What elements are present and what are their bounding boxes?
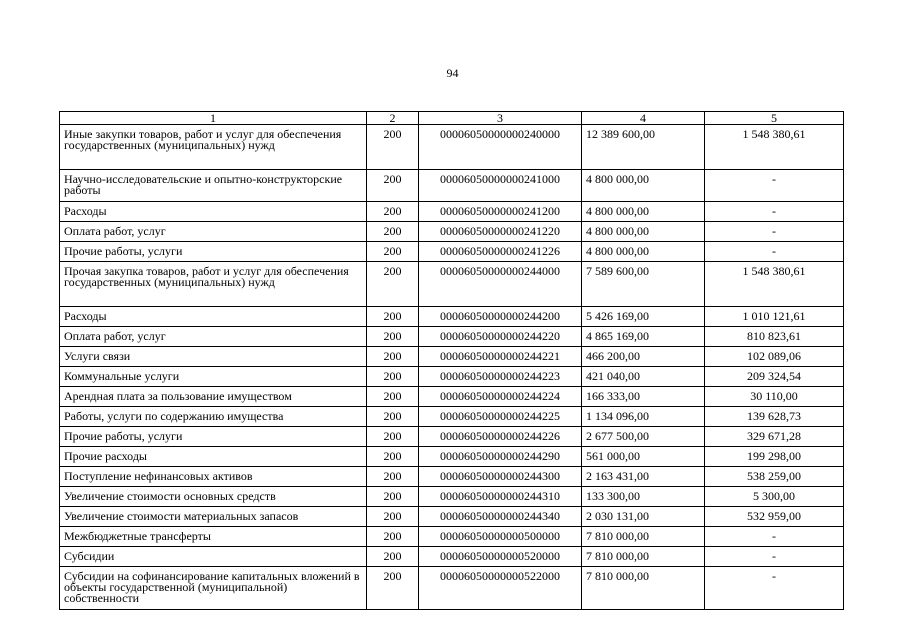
row-planned-amount: 4 865 169,00 bbox=[586, 329, 649, 343]
row-line-code: 200 bbox=[383, 204, 402, 218]
row-line-code: 200 bbox=[383, 369, 402, 383]
row-budget-code: 00006050000000244224 bbox=[440, 389, 560, 403]
row-budget-code: 00006050000000244225 bbox=[440, 409, 560, 423]
table-row bbox=[60, 367, 844, 387]
row-planned-amount: 7 810 000,00 bbox=[586, 549, 649, 563]
row-executed-amount: 102 089,06 bbox=[747, 349, 801, 363]
row-executed-amount: 532 959,00 bbox=[747, 509, 801, 523]
row-name: Прочая закупка товаров, работ и услуг для обеспечения государственных (муниципальных) нужд bbox=[64, 264, 349, 289]
row-name: Прочие работы, услуги bbox=[64, 429, 183, 443]
row-name: Арендная плата за пользование имуществом bbox=[64, 389, 292, 403]
row-planned-amount: 5 426 169,00 bbox=[586, 309, 649, 323]
row-name: Услуги связи bbox=[64, 349, 131, 363]
row-budget-code: 00006050000000244220 bbox=[440, 329, 560, 343]
budget-execution-table bbox=[59, 111, 844, 610]
row-line-code: 200 bbox=[383, 429, 402, 443]
row-planned-amount: 12 389 600,00 bbox=[586, 127, 655, 141]
row-planned-amount: 2 163 431,00 bbox=[586, 469, 649, 483]
row-line-code: 200 bbox=[383, 509, 402, 523]
row-planned-amount: 2 030 131,00 bbox=[586, 509, 649, 523]
row-budget-code: 00006050000000244200 bbox=[440, 309, 560, 323]
row-executed-amount: 538 259,00 bbox=[747, 469, 801, 483]
row-budget-code: 00006050000000244226 bbox=[440, 429, 560, 443]
row-line-code: 200 bbox=[383, 244, 402, 258]
header-col-2: 2 bbox=[367, 112, 419, 125]
table-row bbox=[60, 407, 844, 427]
row-planned-amount: 421 040,00 bbox=[586, 369, 640, 383]
row-planned-amount: 1 134 096,00 bbox=[586, 409, 649, 423]
row-name: Работы, услуги по содержанию имущества bbox=[64, 409, 284, 423]
row-budget-code: 00006050000000244223 bbox=[440, 369, 560, 383]
row-planned-amount: 4 800 000,00 bbox=[586, 244, 649, 258]
row-budget-code: 00006050000000520000 bbox=[440, 549, 560, 563]
row-budget-code: 00006050000000244290 bbox=[440, 449, 560, 463]
table-row bbox=[60, 262, 844, 307]
row-name: Увеличение стоимости основных средств bbox=[64, 489, 276, 503]
table-row bbox=[60, 487, 844, 507]
row-budget-code: 00006050000000241000 bbox=[440, 172, 560, 186]
row-executed-amount: - bbox=[772, 549, 776, 563]
row-executed-amount: - bbox=[772, 529, 776, 543]
table-row bbox=[60, 170, 844, 202]
row-budget-code: 00006050000000244000 bbox=[440, 264, 560, 278]
row-executed-amount: 1 548 380,61 bbox=[742, 127, 806, 141]
row-line-code: 200 bbox=[383, 172, 402, 186]
row-line-code: 200 bbox=[383, 529, 402, 543]
table-row bbox=[60, 242, 844, 262]
row-budget-code: 00006050000000240000 bbox=[440, 127, 560, 141]
row-line-code: 200 bbox=[383, 569, 402, 583]
row-budget-code: 00006050000000244340 bbox=[440, 509, 560, 523]
header-col-5: 5 bbox=[705, 112, 844, 125]
row-budget-code: 00006050000000241226 bbox=[440, 244, 560, 258]
row-name: Расходы bbox=[64, 309, 107, 323]
row-line-code: 200 bbox=[383, 409, 402, 423]
row-executed-amount: - bbox=[772, 569, 776, 583]
table-row bbox=[60, 125, 844, 170]
row-executed-amount: - bbox=[772, 204, 776, 218]
row-planned-amount: 2 677 500,00 bbox=[586, 429, 649, 443]
table-row bbox=[60, 427, 844, 447]
row-budget-code: 00006050000000244221 bbox=[440, 349, 560, 363]
row-executed-amount: 1 548 380,61 bbox=[742, 264, 806, 278]
table-row bbox=[60, 527, 844, 547]
row-name: Прочие работы, услуги bbox=[64, 244, 183, 258]
row-name: Увеличение стоимости материальных запасов bbox=[64, 509, 299, 523]
row-line-code: 200 bbox=[383, 449, 402, 463]
table-row bbox=[60, 327, 844, 347]
table-header-row bbox=[60, 112, 844, 125]
row-planned-amount: 7 810 000,00 bbox=[586, 569, 649, 583]
table-row bbox=[60, 467, 844, 487]
page-number: 94 bbox=[446, 66, 459, 80]
table-row bbox=[60, 567, 844, 610]
row-name: Иные закупки товаров, работ и услуг для обеспечения государственных (муниципальных) нужд bbox=[64, 127, 342, 152]
row-planned-amount: 7 589 600,00 bbox=[586, 264, 649, 278]
row-budget-code: 00006050000000241200 bbox=[440, 204, 560, 218]
row-executed-amount: 1 010 121,61 bbox=[742, 309, 806, 323]
row-executed-amount: 139 628,73 bbox=[747, 409, 801, 423]
row-name: Коммунальные услуги bbox=[64, 369, 180, 383]
row-name: Поступление нефинансовых активов bbox=[64, 469, 253, 483]
row-line-code: 200 bbox=[383, 224, 402, 238]
row-line-code: 200 bbox=[383, 264, 402, 278]
row-budget-code: 00006050000000522000 bbox=[440, 569, 560, 583]
table-row bbox=[60, 507, 844, 527]
row-executed-amount: 209 324,54 bbox=[747, 369, 801, 383]
table-row bbox=[60, 202, 844, 222]
row-executed-amount: - bbox=[772, 224, 776, 238]
row-name: Расходы bbox=[64, 204, 107, 218]
row-line-code: 200 bbox=[383, 549, 402, 563]
row-line-code: 200 bbox=[383, 309, 402, 323]
row-planned-amount: 4 800 000,00 bbox=[586, 204, 649, 218]
row-executed-amount: 199 298,00 bbox=[747, 449, 801, 463]
row-name: Оплата работ, услуг bbox=[64, 329, 166, 343]
row-name: Субсидии bbox=[64, 549, 115, 563]
row-line-code: 200 bbox=[383, 127, 402, 141]
row-budget-code: 00006050000000244310 bbox=[440, 489, 560, 503]
row-executed-amount: - bbox=[772, 244, 776, 258]
row-executed-amount: 30 110,00 bbox=[750, 389, 798, 403]
row-line-code: 200 bbox=[383, 489, 402, 503]
row-executed-amount: - bbox=[772, 172, 776, 186]
table-row bbox=[60, 387, 844, 407]
row-budget-code: 00006050000000500000 bbox=[440, 529, 560, 543]
row-planned-amount: 4 800 000,00 bbox=[586, 172, 649, 186]
row-name: Межбюджетные трансферты bbox=[64, 529, 211, 543]
row-executed-amount: 810 823,61 bbox=[747, 329, 801, 343]
row-planned-amount: 133 300,00 bbox=[586, 489, 640, 503]
table-row bbox=[60, 447, 844, 467]
table-row bbox=[60, 347, 844, 367]
row-executed-amount: 329 671,28 bbox=[747, 429, 801, 443]
header-col-3: 3 bbox=[419, 112, 582, 125]
row-planned-amount: 466 200,00 bbox=[586, 349, 640, 363]
row-name: Оплата работ, услуг bbox=[64, 224, 166, 238]
row-planned-amount: 7 810 000,00 bbox=[586, 529, 649, 543]
table-row bbox=[60, 222, 844, 242]
row-line-code: 200 bbox=[383, 389, 402, 403]
header-col-1: 1 bbox=[60, 112, 367, 125]
row-line-code: 200 bbox=[383, 329, 402, 343]
row-planned-amount: 4 800 000,00 bbox=[586, 224, 649, 238]
row-name: Научно-исследовательские и опытно-конструкторские работы bbox=[64, 172, 343, 197]
row-budget-code: 00006050000000241220 bbox=[440, 224, 560, 238]
table-row bbox=[60, 307, 844, 327]
header-col-4: 4 bbox=[582, 112, 705, 125]
row-planned-amount: 561 000,00 bbox=[586, 449, 640, 463]
row-name: Субсидии на софинансирование капитальных вложений в объекты государственной (муниципальной) собственности bbox=[64, 569, 360, 605]
row-line-code: 200 bbox=[383, 349, 402, 363]
row-line-code: 200 bbox=[383, 469, 402, 483]
row-executed-amount: 5 300,00 bbox=[753, 489, 795, 503]
row-planned-amount: 166 333,00 bbox=[586, 389, 640, 403]
row-budget-code: 00006050000000244300 bbox=[440, 469, 560, 483]
row-name: Прочие расходы bbox=[64, 449, 147, 463]
table-row bbox=[60, 547, 844, 567]
